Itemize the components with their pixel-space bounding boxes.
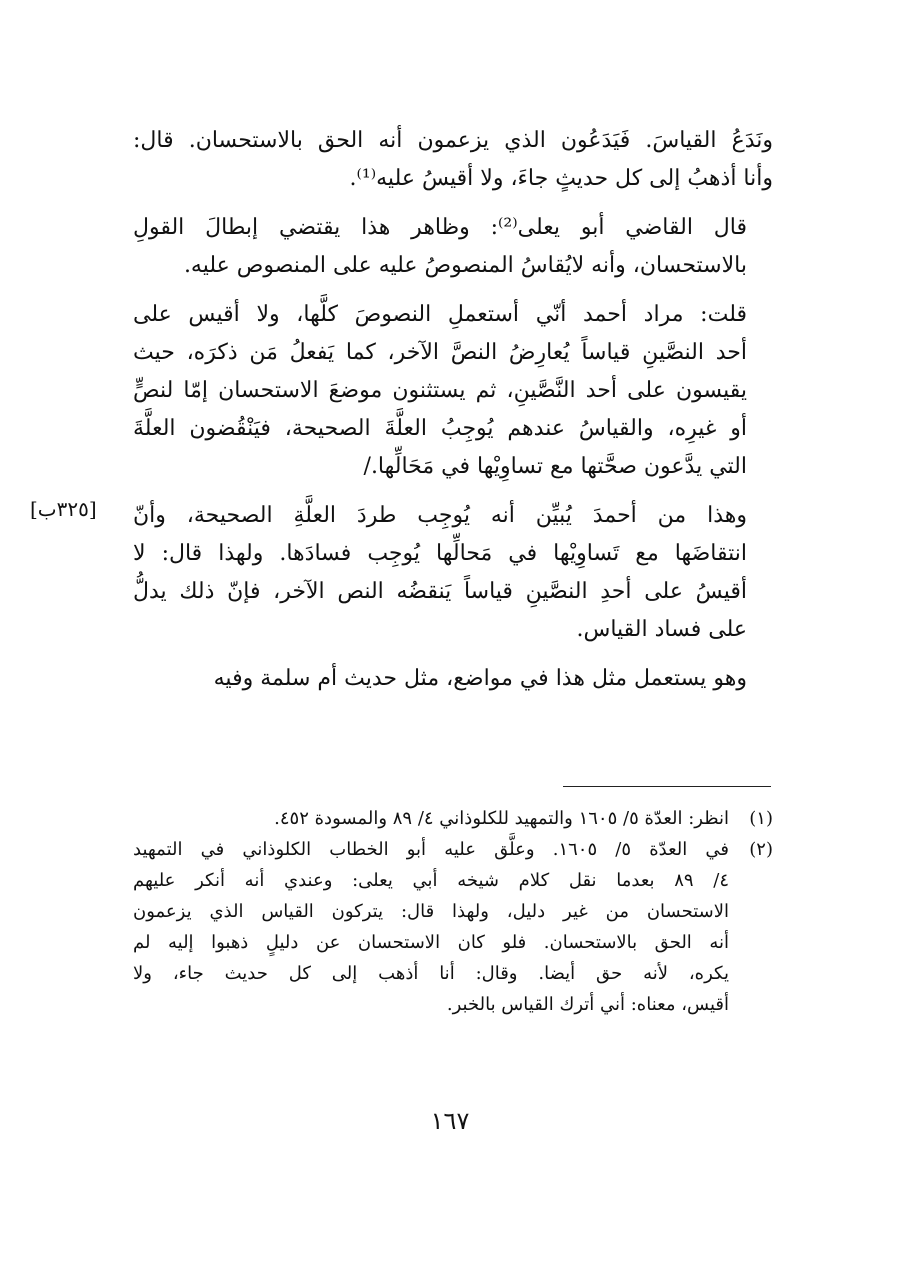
main-text: [133, 122, 773, 709]
footnote-line: يكره، لأنه حق أيضا. وقال: أنا أذهب إلى كل حديث جاء، ولا: [133, 963, 729, 984]
text-line: أقيسُ على أحدِ النصَّينِ قياساً يَنقضُه النص الآخر، فإنّ ذلك يدلُّ: [133, 579, 747, 604]
footnote-2: [133, 834, 773, 1020]
text-line: التي يدَّعون صحَّتها مع تساوِيْها في مَحَالِّها./: [363, 454, 747, 479]
text-line: يقيسون على أحد النَّصَّينِ، ثم يستثنون موضعَ الاستحسان إمّا لنصٍّ: [133, 378, 747, 403]
text-line: انتقاضَها مع تَساوِيْها في مَحالِّها يُوجِب فسادَها. ولهذا قال: لا: [133, 541, 747, 566]
footnote-line: انظر: العدّة ٥/ ١٦٠٥ والتمهيد للكلوذاني ٤/ ٨٩ والمسودة ٤٥٢.: [274, 808, 729, 829]
text-line: أحد النصَّينِ قياساً يُعارِضُ النصَّ الآخر، كما يَفعلُ مَن ذكرَه، حيث: [133, 340, 747, 365]
footnote-number: (٢): [749, 839, 773, 860]
text-line: على فساد القياس.: [576, 617, 747, 642]
footnote-line: أقيس، معناه: أني أترك القياس بالخبر.: [446, 994, 729, 1015]
text-line: ونَدَعُ القياسَ. فَيَدَعُون الذي يزعمون أنه الحق بالاستحسان. قال:: [133, 128, 773, 153]
text-line: أو غيرِه، والقياسُ عندهم يُوجِبُ العلَّةَ الصحيحة، فيَنْقُضون العلَّةَ: [133, 416, 747, 441]
paragraph-2: [133, 209, 773, 285]
paragraph-5: [133, 660, 773, 698]
paragraph-3: [133, 296, 773, 486]
paragraph-1: [133, 122, 773, 198]
footnote-1: [133, 803, 773, 834]
footnote-line: ٤/ ٨٩ بعدما نقل كلام شيخه أبي يعلى: وعندي أنه أنكر عليهم: [133, 870, 729, 891]
text-line: وهذا من أحمدَ يُبيِّن أنه يُوجِب طردَ العلَّةِ الصحيحة، وأنّ: [133, 503, 747, 528]
footnotes: [133, 803, 773, 1020]
footnote-separator: [563, 786, 771, 787]
page-number: ١٦٧: [430, 1107, 470, 1135]
footnote-line: الاستحسان من غير دليل، ولهذا قال: يتركون القياس الذي يزعمون: [133, 901, 729, 922]
footnote-line: في العدّة ٥/ ١٦٠٥. وعلَّق عليه أبو الخطاب الكلوذاني في التمهيد: [133, 839, 730, 860]
text-line: بالاستحسان، وأنه لايُقاسُ المنصوصُ عليه على المنصوص عليه.: [183, 253, 747, 278]
footnote-line: أنه الحق بالاستحسان. فلو كان الاستحسان عن دليلٍ ذهبوا إليه لم: [133, 932, 729, 953]
footnote-number: (١): [749, 808, 773, 829]
manuscript-folio-marker: [٣٢٥ب]: [30, 497, 97, 521]
text-line: قال القاضي أبو يعلى⁽²⁾: وظاهر هذا يقتضي إبطالَ القولِ: [133, 215, 747, 240]
text-line: وأنا أذهبُ إلى كل حديثٍ جاءَ، ولا أقيسُ عليه⁽¹⁾.: [349, 166, 773, 191]
text-line: وهو يستعمل مثل هذا في مواضع، مثل حديث أم سلمة وفيه: [213, 666, 747, 691]
text-line: قلت: مراد أحمد أنّي أستعملِ النصوصَ كلَّها، ولا أقيس على: [133, 302, 747, 327]
paragraph-4: [133, 497, 773, 649]
